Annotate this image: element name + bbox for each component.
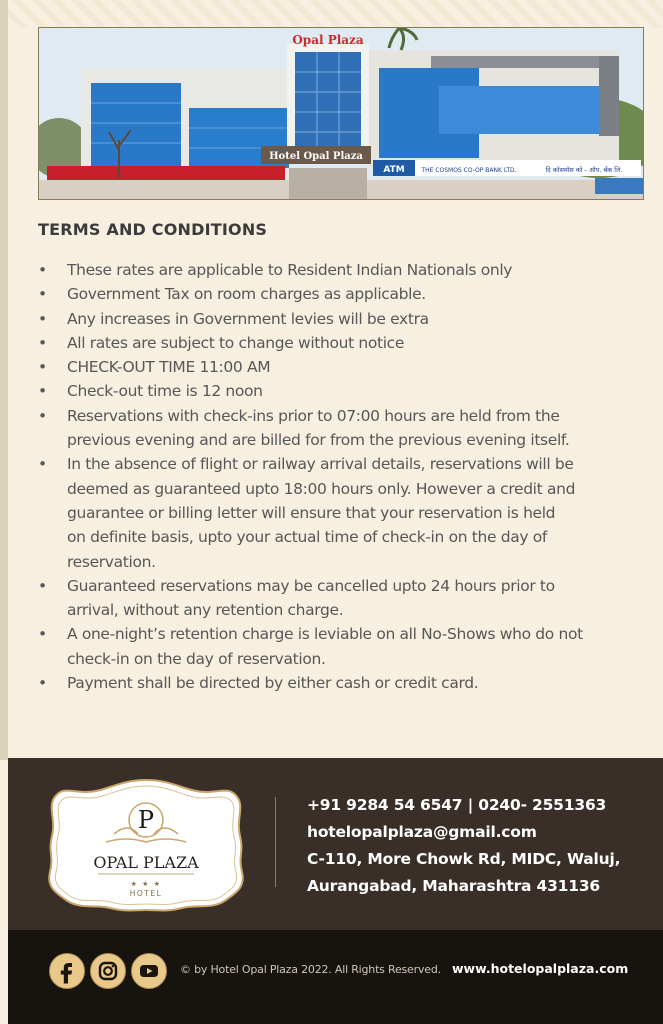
instagram-icon[interactable] [90,953,126,989]
terms-item-line: • Guaranteed reservations may be cancelled upto 24 hours prior to [67,576,555,595]
rooftop-sign: Opal Plaza [292,33,364,47]
terms-title: TERMS AND CONDITIONS [38,220,268,239]
phone-numbers[interactable]: +91 9284 54 6547 | 0240- 2551363 [307,796,607,814]
terms-item-line: check-in on the day of reservation. [67,649,326,668]
logo-hotel-word: HOTEL [129,889,163,898]
terms-item-line: • In the absence of flight or railway arrival details, reservations will be [67,455,574,474]
terms-item-line: • All rates are subject to change without notice [67,333,405,352]
atm-sign: ATM [383,165,405,175]
terms-item [38,452,638,573]
hotel-logo [46,776,246,914]
youtube-icon[interactable] [131,953,167,989]
terms-item [38,307,638,331]
terms-item-line: • Payment shall be directed by either cash or credit card. [67,674,479,693]
logo-monogram: P [137,806,155,834]
terms-item [38,282,638,306]
terms-item-line: • Reservations with check-ins prior to 07:00 hours are held from the [67,406,560,425]
terms-item-line: • Check-out time is 12 noon [67,382,263,401]
bank-sign-english: THE COSMOS CO-OP BANK LTD. [421,167,517,174]
svg-text:★ ★ ★: ★ ★ ★ [130,880,162,888]
terms-item-line: deemed as guaranteed upto 18:00 hours only. However a credit and [67,479,576,498]
entrance-sign: Hotel Opal Plaza [269,151,363,162]
terms-item [38,355,638,379]
terms-item-line: • A one-night’s retention charge is leviable on all No-Shows who do not [67,625,583,644]
logo-name: OPAL PLAZA [93,853,199,872]
email-address[interactable]: hotelopalplaza@gmail.com [307,823,537,841]
terms-item [38,671,638,695]
facebook-icon[interactable] [49,953,85,989]
terms-item-line: guarantee or billing letter will ensure that your reservation is held [67,503,556,522]
terms-item [38,622,638,671]
website-link[interactable]: www.hotelopalplaza.com [452,961,629,976]
terms-item-line: • Any increases in Government levies will be extra [67,309,429,328]
terms-item-line: arrival, without any retention charge. [67,601,344,620]
terms-item-line: • CHECK-OUT TIME 11:00 AM [67,358,271,377]
bank-sign-marathi: दि कॉसमॉस को - ऑप. बँक लि. [545,166,623,174]
hotel-building-photo [38,27,644,200]
terms-item-line: • These rates are applicable to Resident Indian Nationals only [67,261,513,279]
decorative-top-pattern [0,0,663,28]
terms-item-line: on definite basis, upto your actual time of check-in on the day of [67,528,547,547]
terms-item [38,258,638,282]
terms-item-line: • Government Tax on room charges as applicable. [67,285,426,304]
terms-item [38,379,638,403]
left-edge-strip [0,0,8,760]
address-line-1: C-110, More Chowk Rd, MIDC, Waluj, [307,850,621,868]
terms-item-line: reservation. [67,552,156,571]
contact-details [307,792,620,900]
terms-item [38,331,638,355]
copyright-text: © by Hotel Opal Plaza 2022. All Rights Reserved. [180,963,441,976]
terms-item-line: previous evening and are billed for from the previous evening itself. [67,431,570,450]
terms-list [38,258,638,695]
address-line-2: Aurangabad, Maharashtra 431136 [307,877,601,895]
terms-item [38,574,638,623]
contact-divider [275,797,276,887]
terms-item [38,404,638,453]
